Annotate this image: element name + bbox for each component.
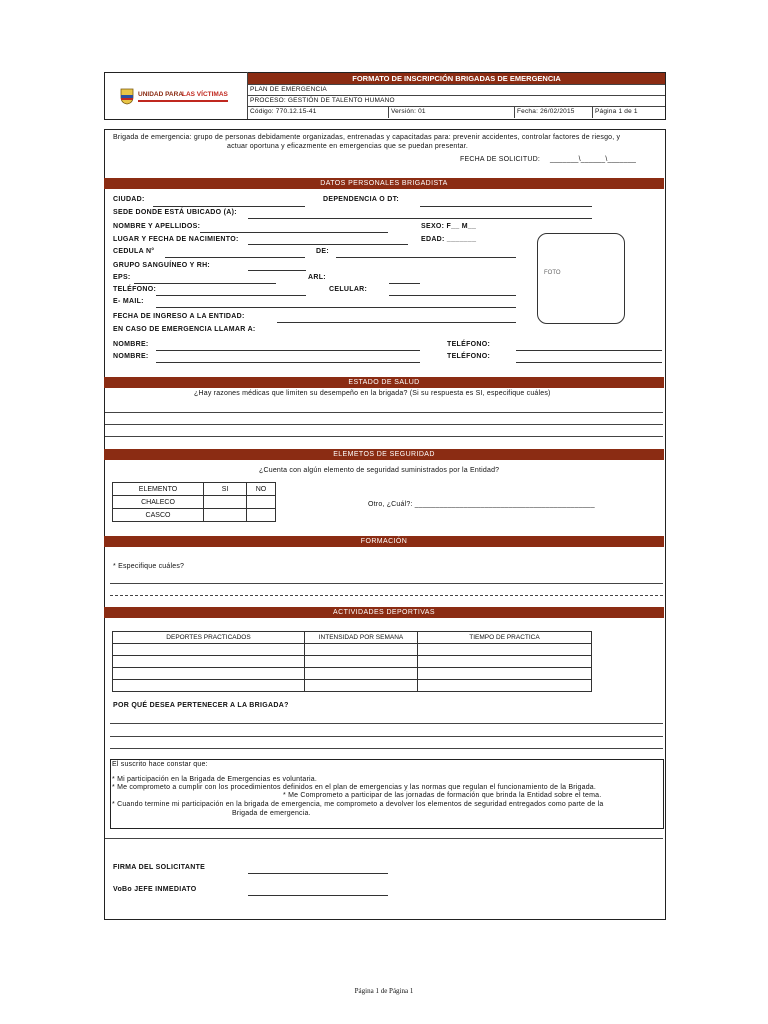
logo-text-2: LAS VÍCTIMAS (182, 91, 228, 98)
edad-field[interactable]: EDAD: _______ (421, 236, 477, 243)
deporte-cell[interactable] (113, 656, 305, 668)
col-deportes: DEPORTES PRACTICADOS (113, 632, 305, 644)
foto-box[interactable] (537, 233, 625, 324)
chaleco-no-cell[interactable] (247, 496, 276, 509)
lugar-fecha-field[interactable] (248, 244, 408, 245)
header-pagina: Página 1 de 1 (595, 108, 638, 115)
contacto-telefono-1-label: TELÉFONO: (447, 341, 491, 348)
header-cell-line (388, 106, 389, 118)
deportes-table (112, 631, 592, 692)
header-fecha: Fecha: 26/02/2015 (517, 108, 575, 115)
header-row-line (248, 106, 665, 107)
deporte-cell[interactable] (113, 668, 305, 680)
contacto-telefono-2-label: TELÉFONO: (447, 353, 491, 360)
tiempo-cell[interactable] (418, 668, 592, 680)
fecha-ingreso-label: FECHA DE INGRESO A LA ENTIDAD: (113, 313, 245, 320)
seguridad-table (112, 482, 276, 522)
logo-underline (138, 100, 228, 102)
arl-label: ARL: (308, 274, 326, 281)
de-field[interactable] (336, 257, 516, 258)
estado-salud-header: ESTADO DE SALUD (104, 377, 664, 388)
eps-field[interactable] (134, 283, 276, 284)
vobo-jefe-label: VoBo JEFE INMEDIATO (113, 886, 197, 893)
header-proceso: PROCESO: GESTIÓN DE TALENTO HUMANO (250, 97, 395, 104)
deporte-cell[interactable] (113, 680, 305, 692)
contacto-nombre-1-label: NOMBRE: (113, 341, 149, 348)
constancia-title: El suscrito hace constar que: (112, 761, 208, 768)
sexo-field[interactable]: SEXO: F__ M__ (421, 223, 477, 230)
salud-answer-line[interactable] (105, 436, 663, 437)
telefono-label: TELÉFONO: (113, 286, 157, 293)
cedula-field[interactable] (165, 257, 305, 258)
page-footer: Página 1 de Página 1 (354, 987, 414, 995)
seguridad-header: ELEMETOS DE SEGURIDAD (104, 449, 664, 460)
sede-field[interactable] (248, 218, 592, 219)
fecha-solicitud-field[interactable]: _______\______\_______ (550, 156, 637, 163)
coat-of-arms-icon (120, 87, 134, 105)
intensidad-cell[interactable] (305, 668, 418, 680)
firmas-divider (105, 838, 663, 839)
otro-cual-field[interactable]: Otro, ¿Cuál?: ____________________________________________ (368, 501, 595, 508)
header-cell-line (592, 106, 593, 118)
nombre-apellidos-field[interactable] (200, 232, 388, 233)
contacto-telefono-2-field[interactable] (516, 362, 662, 363)
row-chaleco: CHALECO (113, 496, 204, 509)
fecha-solicitud-label: FECHA DE SOLICITUD: (460, 156, 541, 163)
intensidad-cell[interactable] (305, 644, 418, 656)
tiempo-cell[interactable] (418, 656, 592, 668)
contacto-nombre-2-field[interactable] (156, 362, 420, 363)
celular-field[interactable] (389, 295, 516, 296)
lugar-fecha-label: LUGAR Y FECHA DE NACIMIENTO: (113, 236, 239, 243)
ciudad-label: CIUDAD: (113, 196, 145, 203)
deporte-cell[interactable] (113, 644, 305, 656)
tiempo-cell[interactable] (418, 644, 592, 656)
row-casco: CASCO (113, 509, 204, 522)
salud-answer-line[interactable] (105, 412, 663, 413)
tiempo-cell[interactable] (418, 680, 592, 692)
constancia-line-4: * Cuando termine mi participación en la brigada de emergencia, me comprometo a devolver los elementos de seguridad entregados como parte de la (112, 801, 604, 808)
header-plan: PLAN DE EMERGENCIA (250, 86, 327, 93)
arl-field[interactable] (389, 283, 420, 284)
porque-answer-line[interactable] (110, 736, 663, 737)
col-elemento: ELEMENTO (113, 483, 204, 496)
constancia-line-5: Brigada de emergencia. (232, 810, 311, 817)
col-tiempo: TIEMPO DE PRACTICA (418, 632, 592, 644)
email-label: E- MAIL: (113, 298, 144, 305)
grupo-sanguineo-label: GRUPO SANGUÍNEO Y RH: (113, 262, 211, 269)
chaleco-si-cell[interactable] (204, 496, 247, 509)
casco-no-cell[interactable] (247, 509, 276, 522)
logo-text-1: UNIDAD PARA (138, 91, 184, 98)
col-intensidad: INTENSIDAD POR SEMANA (305, 632, 418, 644)
intensidad-cell[interactable] (305, 656, 418, 668)
header-version: Versión: 01 (391, 108, 426, 115)
formacion-line[interactable] (110, 583, 663, 584)
telefono-field[interactable] (156, 295, 306, 296)
dependencia-field[interactable] (420, 206, 592, 207)
constancia-line-1: * Mi participación en la Brigada de Emergencias es voluntaria. (112, 776, 318, 783)
porque-answer-line[interactable] (110, 748, 663, 749)
de-label: DE: (316, 248, 329, 255)
constancia-line-2: * Me comprometo a cumplir con los procedimientos definidos en el plan de emergencias y las normas que regulan el funcionamiento de la Brigada. (112, 784, 597, 791)
grupo-sanguineo-field[interactable] (248, 270, 306, 271)
especifique-label: * Especifique cuáles? (113, 563, 185, 570)
salud-question: ¿Hay razones médicas que limiten su desempeño en la brigada? (Si su respuesta es SI, especifique cuáles) (194, 390, 551, 397)
header-row-line (248, 84, 665, 85)
header-codigo: Código: 770.12.15-41 (250, 108, 317, 115)
salud-answer-line[interactable] (105, 424, 663, 425)
col-si: SI (204, 483, 247, 496)
vobo-jefe-field[interactable] (248, 895, 388, 896)
firma-solicitante-field[interactable] (248, 873, 388, 874)
constancia-line-3: * Me Comprometo a participar de las jornadas de formación que brinda la Entidad sobre el tema. (283, 792, 602, 799)
intro-line-1: Brigada de emergencia: grupo de personas debidamente organizadas, entrenadas y capacitadas para: prevenir accidentes, controlar factores de riesgo, y (113, 134, 621, 141)
formacion-header: FORMACIÓN (104, 536, 664, 547)
casco-si-cell[interactable] (204, 509, 247, 522)
contacto-telefono-1-field[interactable] (516, 350, 662, 351)
formacion-dashed-line[interactable] (110, 595, 663, 596)
sede-label: SEDE DONDE ESTÁ UBICADO (A): (113, 209, 237, 216)
datos-personales-header: DATOS PERSONALES BRIGADISTA (104, 178, 664, 189)
header-title-bar: FORMATO DE INSCRIPCIÓN BRIGADAS DE EMERGENCIA (248, 73, 665, 84)
celular-label: CELULAR: (329, 286, 368, 293)
contacto-nombre-2-label: NOMBRE: (113, 353, 149, 360)
seguridad-question: ¿Cuenta con algún elemento de seguridad suministrados por la Entidad? (259, 467, 500, 474)
ciudad-field[interactable] (153, 206, 305, 207)
dependencia-label: DEPENDENCIA O DT: (323, 196, 400, 203)
header-cell-line (514, 106, 515, 118)
porque-label: POR QUÉ DESEA PERTENECER A LA BRIGADA? (113, 702, 289, 709)
eps-label: EPS: (113, 274, 131, 281)
header-row-line (248, 95, 665, 96)
contacto-nombre-1-field[interactable] (156, 350, 420, 351)
intro-line-2: actuar oportuna y eficazmente en emergencias que se puedan presentar. (227, 143, 469, 150)
firma-solicitante-label: FIRMA DEL SOLICITANTE (113, 864, 206, 871)
intensidad-cell[interactable] (305, 680, 418, 692)
nombre-apellidos-label: NOMBRE Y APELLIDOS: (113, 223, 201, 230)
logo (118, 85, 233, 107)
cedula-label: CEDULA N° (113, 248, 155, 255)
fecha-ingreso-field[interactable] (277, 322, 516, 323)
email-field[interactable] (156, 307, 516, 308)
foto-label: FOTO (544, 270, 561, 276)
deportes-header: ACTIVIDADES DEPORTIVAS (104, 607, 664, 618)
col-no: NO (247, 483, 276, 496)
porque-answer-line[interactable] (110, 723, 663, 724)
emergencia-label: EN CASO DE EMERGENCIA LLAMAR A: (113, 326, 256, 333)
